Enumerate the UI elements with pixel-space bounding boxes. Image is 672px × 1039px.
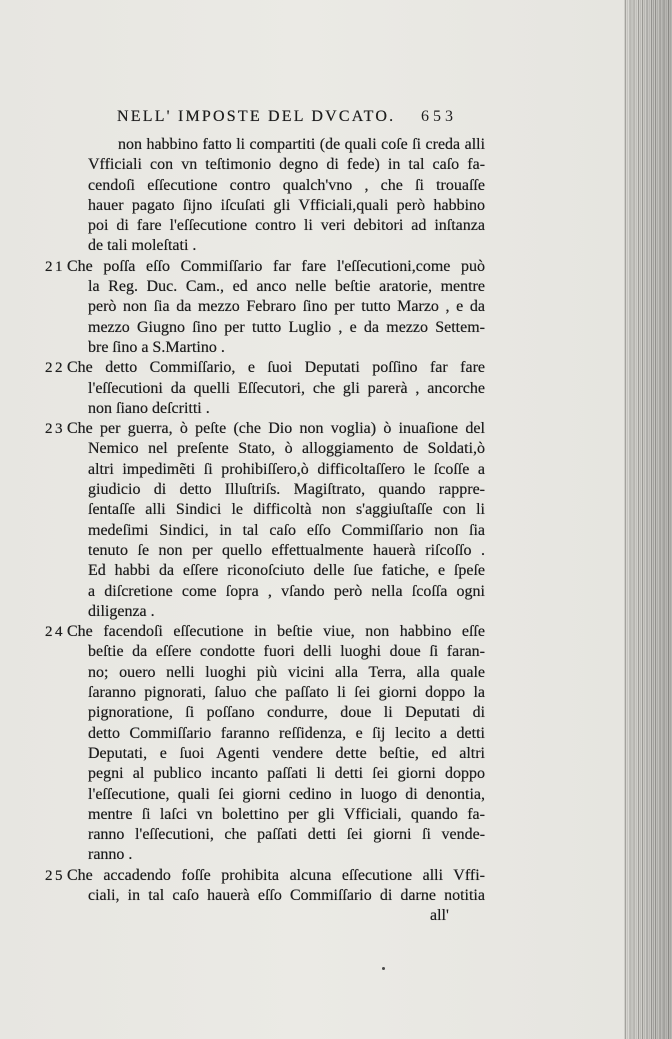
continuation-paragraph — [0, 135, 672, 257]
text-line: pignoratione, ſi poſſano condurre, doue li Deputati di — [88, 704, 486, 722]
text-line: hauer pagato ſijno iſcuſati gli Vfficiali,quali però habbino — [88, 196, 486, 214]
text-line: Che accadendo foſſe prohibita alcuna eſſecutione alli Vffi- — [67, 866, 485, 884]
text-line: altri impedimẽti ſi prohibiſſero,ò difficoltaſſero le ſcoſſe a — [88, 460, 485, 478]
text-line: Che poſſa eſſo Commiſſario far fare l'eſſecutioni,come può — [67, 257, 485, 275]
text-line: non ſiano deſcritti . — [88, 399, 210, 417]
text-line: l'eſſecutioni da quelli Eſſecutori, che gli parerà , ancorche — [88, 379, 485, 397]
text-line: Nemico nel preſente Stato, ò alloggiamento de Soldati,ò — [88, 440, 486, 458]
text-line: de tali moleſtati . — [88, 237, 197, 255]
text-line: ſentaſſe alli Sindici le difficoltà non s'aggiuſtaſſe con li — [88, 501, 485, 519]
item-25 — [0, 866, 672, 907]
text-line: pegni al publico incanto paſſati li detti ſei giorni doppo — [88, 765, 486, 783]
text-line: giudicio di detto Illuſtriſs. Magiſtrato, quando rappre- — [88, 481, 485, 499]
item-22 — [0, 358, 672, 419]
text-line: ranno . — [88, 846, 133, 864]
item-number: 21 — [45, 258, 65, 275]
catchword: all' — [430, 907, 449, 924]
text-line: medeſimi Sindici, in tal caſo eſſo Commiſſario non ſia — [88, 521, 486, 539]
text-line: Ed habbi da eſſere riconoſciuto delle ſue fatiche, e ſpeſe — [88, 562, 485, 580]
text-line: no; ouero nelli luoghi più vicini alla Terra, alla quale — [88, 663, 485, 681]
text-line: ranno l'eſſecutioni, che paſſati detti ſei giorni ſi vende- — [88, 826, 486, 844]
text-line: diligenza . — [88, 602, 155, 620]
text-line: Vfficiali con vn teſtimonio degno di fede) in tal caſo fa- — [88, 156, 486, 174]
text-line: tenuto ſe non per quello effettualmente hauerà riſcoſſo . — [88, 541, 485, 559]
text-line: però non ſia da mezzo Febraro ſino per tutto Marzo , e da — [88, 298, 485, 316]
text-line: mentre ſi laſci vn bolettino per gli Vfficiali, quando fa- — [88, 805, 485, 823]
text-line: non habbino fatto li compartiti (de quali coſe ſi creda alli — [118, 136, 486, 153]
text-line: cendoſi eſſecutione contro qualch'vno , che ſi trouaſſe — [88, 176, 485, 194]
text-line: bre ſino a S.Martino . — [88, 338, 225, 356]
item-number: 23 — [45, 421, 65, 438]
text-line: ciali, in tal caſo hauerà eſſo Commiſſario di darne notitia — [88, 886, 485, 904]
text-line: detto Commiſſario faranno reſſidenza, e ſij lecito a detti — [88, 724, 485, 742]
item-number: 24 — [45, 624, 65, 641]
item-24 — [0, 622, 672, 866]
item-number: 22 — [45, 360, 65, 377]
text-line: ſaranno pignorati, ſaluo che paſſato li ſei giorni doppo la — [88, 684, 486, 702]
page-number: 653 — [421, 108, 457, 125]
text-line: Che detto Commiſſario, e ſuoi Deputati poſſino far fare — [67, 359, 486, 377]
text-line: a diſcretione come ſopra , vſando però nella ſcoſſa ogni — [88, 582, 485, 600]
item-23 — [0, 419, 672, 622]
item-number: 25 — [45, 867, 65, 884]
text-line: l'eſſecutione, quali ſei giorni cedino in luogo di denontia, — [88, 785, 486, 803]
running-head-title: NELL' IMPOSTE DEL DVCATO. — [117, 108, 396, 125]
text-line: poi di fare l'eſſecutione contro li veri debitori ad inſtanza — [88, 217, 485, 235]
text-line: Deputati, e ſuoi Agenti vendere dette beſtie, ed altri — [88, 744, 486, 762]
ink-speck — [382, 967, 385, 970]
text-line: beſtie da eſſere condotte fuori delli luoghi doue ſi faran- — [88, 643, 485, 661]
text-line: Che facendoſi eſſecutione in beſtie viue, non habbino eſſe — [67, 623, 485, 641]
text-line: mezzo Giugno ſino per tutto Luglio , e da mezzo Settem- — [88, 318, 485, 336]
text-line: Che per guerra, ò peſte (che Dio non voglia) ò inuaſione del — [67, 420, 485, 438]
item-21 — [0, 257, 672, 358]
text-line: la Reg. Duc. Cam., ed anco nelle beſtie aratorie, mentre — [88, 278, 485, 296]
text-block — [0, 135, 672, 906]
